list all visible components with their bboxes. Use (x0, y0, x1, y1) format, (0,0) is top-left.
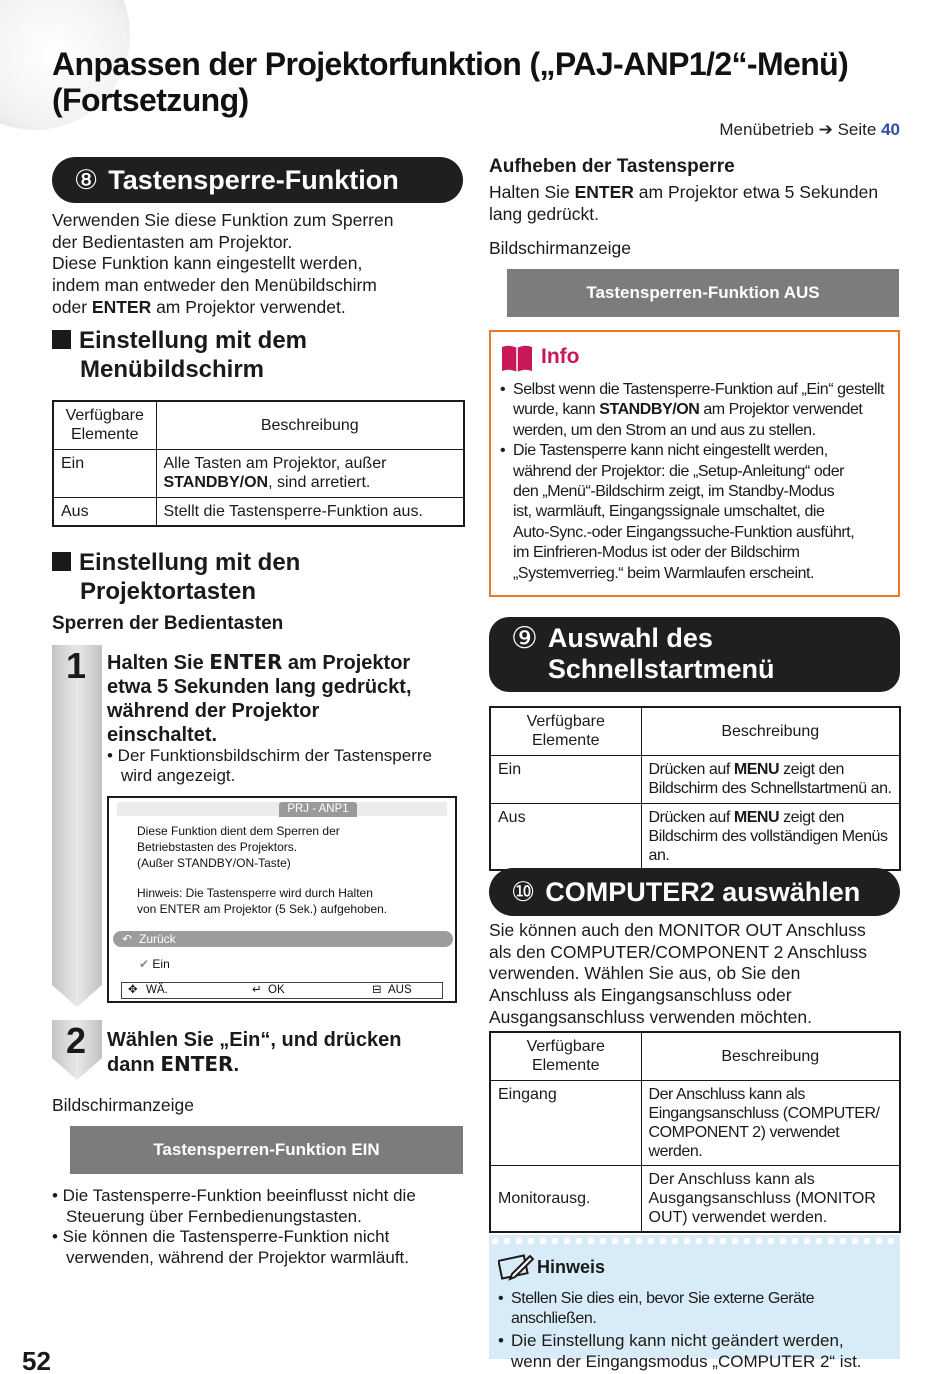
screen-display-label: Bildschirmanzeige (489, 238, 632, 258)
screen-display-off-box: Tastensperren-Funktion AUS (507, 269, 899, 317)
section-10-table (489, 1031, 901, 1233)
section-number: ⑩ (511, 876, 536, 907)
step-1-bullet: • Der Funktionsbildschirm der Tastensperre wird angezeigt. (107, 746, 432, 785)
step-2-number: 2 (66, 1020, 87, 1061)
table-header-description: Beschreibung (641, 1032, 900, 1080)
intro-line: indem man entweder den Menübildschirm (52, 275, 377, 296)
table-row: Aus Drücken auf MENU zeigt den Bildschirm des vollständigen Menüs an. (490, 803, 900, 870)
menu-setting-heading: Einstellung mit dem Menübildschirm (52, 326, 472, 384)
osd-tab: PRJ - ANP1 (279, 802, 357, 817)
keys-setting-heading: Einstellung mit den Projektortasten (52, 548, 472, 606)
step-2-text: Wählen Sie „Ein“, und drücken dann ENTER. (107, 1029, 402, 1076)
table-row: Monitorausg. Der Anschluss kann als Ausgangsanschluss (MONITOR OUT) verwendet werden. (490, 1165, 900, 1232)
table-row: Eingang Der Anschluss kann als Eingangsanschluss (COMPUTER/ COMPONENT 2) verwendet werden. (490, 1080, 900, 1165)
back-arrow-icon: ↶ (122, 932, 133, 946)
section-number: ⑧ (74, 164, 99, 195)
table-row: Ein Alle Tasten am Projektor, außer STANDBY/ON, sind arretiert. (53, 449, 464, 497)
page-title-line1: Anpassen der Projektorfunktion („PAJ-ANP1/2“-Menü) (52, 46, 849, 82)
note-bullet: • Die Tastensperre-Funktion beeinflusst nicht die (52, 1186, 416, 1205)
intro-line: Diese Funktion kann eingestellt werden, (52, 253, 363, 274)
step-1-marker (52, 645, 102, 1010)
return-button-icon: ⊟ (372, 984, 382, 996)
table-row: Ein Drücken auf MENU zeigt den Bildschirm des Schnellstartmenü an. (490, 755, 900, 803)
osd-back-item[interactable]: ↶ Zurück (113, 931, 453, 947)
info-bullet: • Selbst wenn die Tastensperre-Funktion auf „Ein“ gestellt wurde, kann STANDBY/ON am Projektor verwendet werden, um den Strom an und aus zu stellen. (500, 381, 885, 439)
hint-dotted-edge (489, 1235, 900, 1247)
section-title: Tastensperre-Funktion (108, 164, 399, 195)
intro-line: oder ENTER am Projektor verwendet. (52, 296, 346, 317)
section-9-table (489, 706, 901, 871)
section-8-table (52, 400, 465, 527)
section-8-header (52, 157, 463, 203)
section-10-intro: Sie können auch den MONITOR OUT Anschluss als den COMPUTER/COMPONENT 2 Anschluss verwenden. Wählen Sie aus, ob Sie den Anschluss als Eingangsanschluss oder Ausgangsanschluss verwenden möchten. (489, 920, 867, 1027)
square-bullet-icon (52, 552, 71, 571)
osd-hint-text: Hinweis: Die Tastensperre wird durch Halten von ENTER am Projektor (5 Sek.) aufgehoben. (137, 886, 388, 916)
menu-ref-text: Menübetrieb ➔ Seite (719, 120, 877, 139)
note-bullet: • Sie können die Tastensperre-Funktion nicht (52, 1227, 390, 1246)
unlock-text: Halten Sie ENTER am Projektor etwa 5 Sekunden lang gedrückt. (489, 182, 879, 224)
step-1-number: 1 (66, 645, 87, 686)
step-1-text: Halten Sie ENTER am Projektor etwa 5 Sekunden lang gedrückt, während der Projektor einschaltet. (107, 650, 412, 746)
section-number: ⑨ (511, 622, 538, 655)
screen-display-label: Bildschirmanzeige (52, 1095, 195, 1115)
enter-icon: ↵ (252, 984, 262, 996)
osd-nav-bar: ✥ WÄ. ↵ OK ⊟ AUS (121, 982, 443, 999)
lock-subheading: Sperren der Bedientasten (52, 613, 284, 634)
section-10-header (489, 868, 900, 916)
hint-title: Hinweis (537, 1257, 606, 1277)
osd-text: Diese Funktion dient dem Sperren der Betriebstasten des Projektors. (Außer STANDBY/ON-Taste) (137, 824, 340, 870)
section-8-intro (52, 210, 472, 319)
square-bullet-icon (52, 330, 71, 349)
hint-bullets (498, 1289, 896, 1372)
osd-on-item[interactable]: ✔ Ein (139, 957, 170, 971)
hint-bullet: • Stellen Sie dies ein, bevor Sie externe Geräte anschließen. (498, 1290, 815, 1328)
check-icon: ✔ (139, 957, 150, 971)
pencil-note-icon (498, 1252, 534, 1282)
menu-reference (719, 120, 900, 140)
section-title: Auswahl des Schnellstartmenü (547, 623, 775, 684)
table-header-description: Beschreibung (156, 401, 464, 449)
hint-bullet: • Die Einstellung kann nicht geändert werden, wenn der Eingangsmodus „COMPUTER 2“ ist. (498, 1330, 862, 1371)
menu-ref-page-link[interactable]: 40 (881, 120, 900, 139)
screen-display-on-box: Tastensperren-Funktion EIN (70, 1126, 463, 1174)
info-box (489, 330, 900, 597)
osd-screen (107, 796, 457, 1003)
table-header-items: Verfügbare Elemente (490, 707, 641, 755)
intro-line: der Bedientasten am Projektor. (52, 231, 293, 252)
table-header-description: Beschreibung (641, 707, 900, 755)
intro-line: Verwenden Sie diese Funktion zum Sperren (52, 210, 394, 230)
navigate-icon: ✥ (128, 984, 138, 996)
book-icon (500, 344, 534, 374)
info-bullets (500, 380, 895, 584)
unlock-heading: Aufheben der Tastensperre (489, 156, 735, 177)
section-9-header (489, 617, 900, 692)
table-row: Aus Stellt die Tastensperre-Funktion aus. (53, 497, 464, 526)
page-number: 52 (22, 1346, 51, 1374)
section-title: COMPUTER2 auswählen (545, 876, 861, 907)
table-header-items: Verfügbare Elemente (53, 401, 156, 449)
page-title-line2: (Fortsetzung) (52, 82, 249, 118)
page-title (52, 46, 922, 118)
info-title: Info (541, 345, 580, 368)
hint-box (489, 1235, 900, 1371)
table-header-items: Verfügbare Elemente (490, 1032, 641, 1080)
info-bullet: • Die Tastensperre kann nicht eingestellt werden, während der Projektor: die „Setup-Anleitung“ oder den „Menü“-Bildschirm zeigt, im Standby-Modus ist, warmläuft, Eingangssignale umschaltet, die Auto-Sync.-oder Eingangssuche-Funktion ausführt, im Einfrieren-Modus ist oder der Bildschirm „Systemverrieg.“ beim Warmlaufen erscheint. (500, 442, 855, 582)
section-8-notes: • Die Tastensperre-Funktion beeinflusst nicht die Steuerung über Fernbedienungstasten. • Sie können die Tastensperre-Funktion nicht verwenden, während der Projektor warmläuft. (52, 1186, 472, 1268)
